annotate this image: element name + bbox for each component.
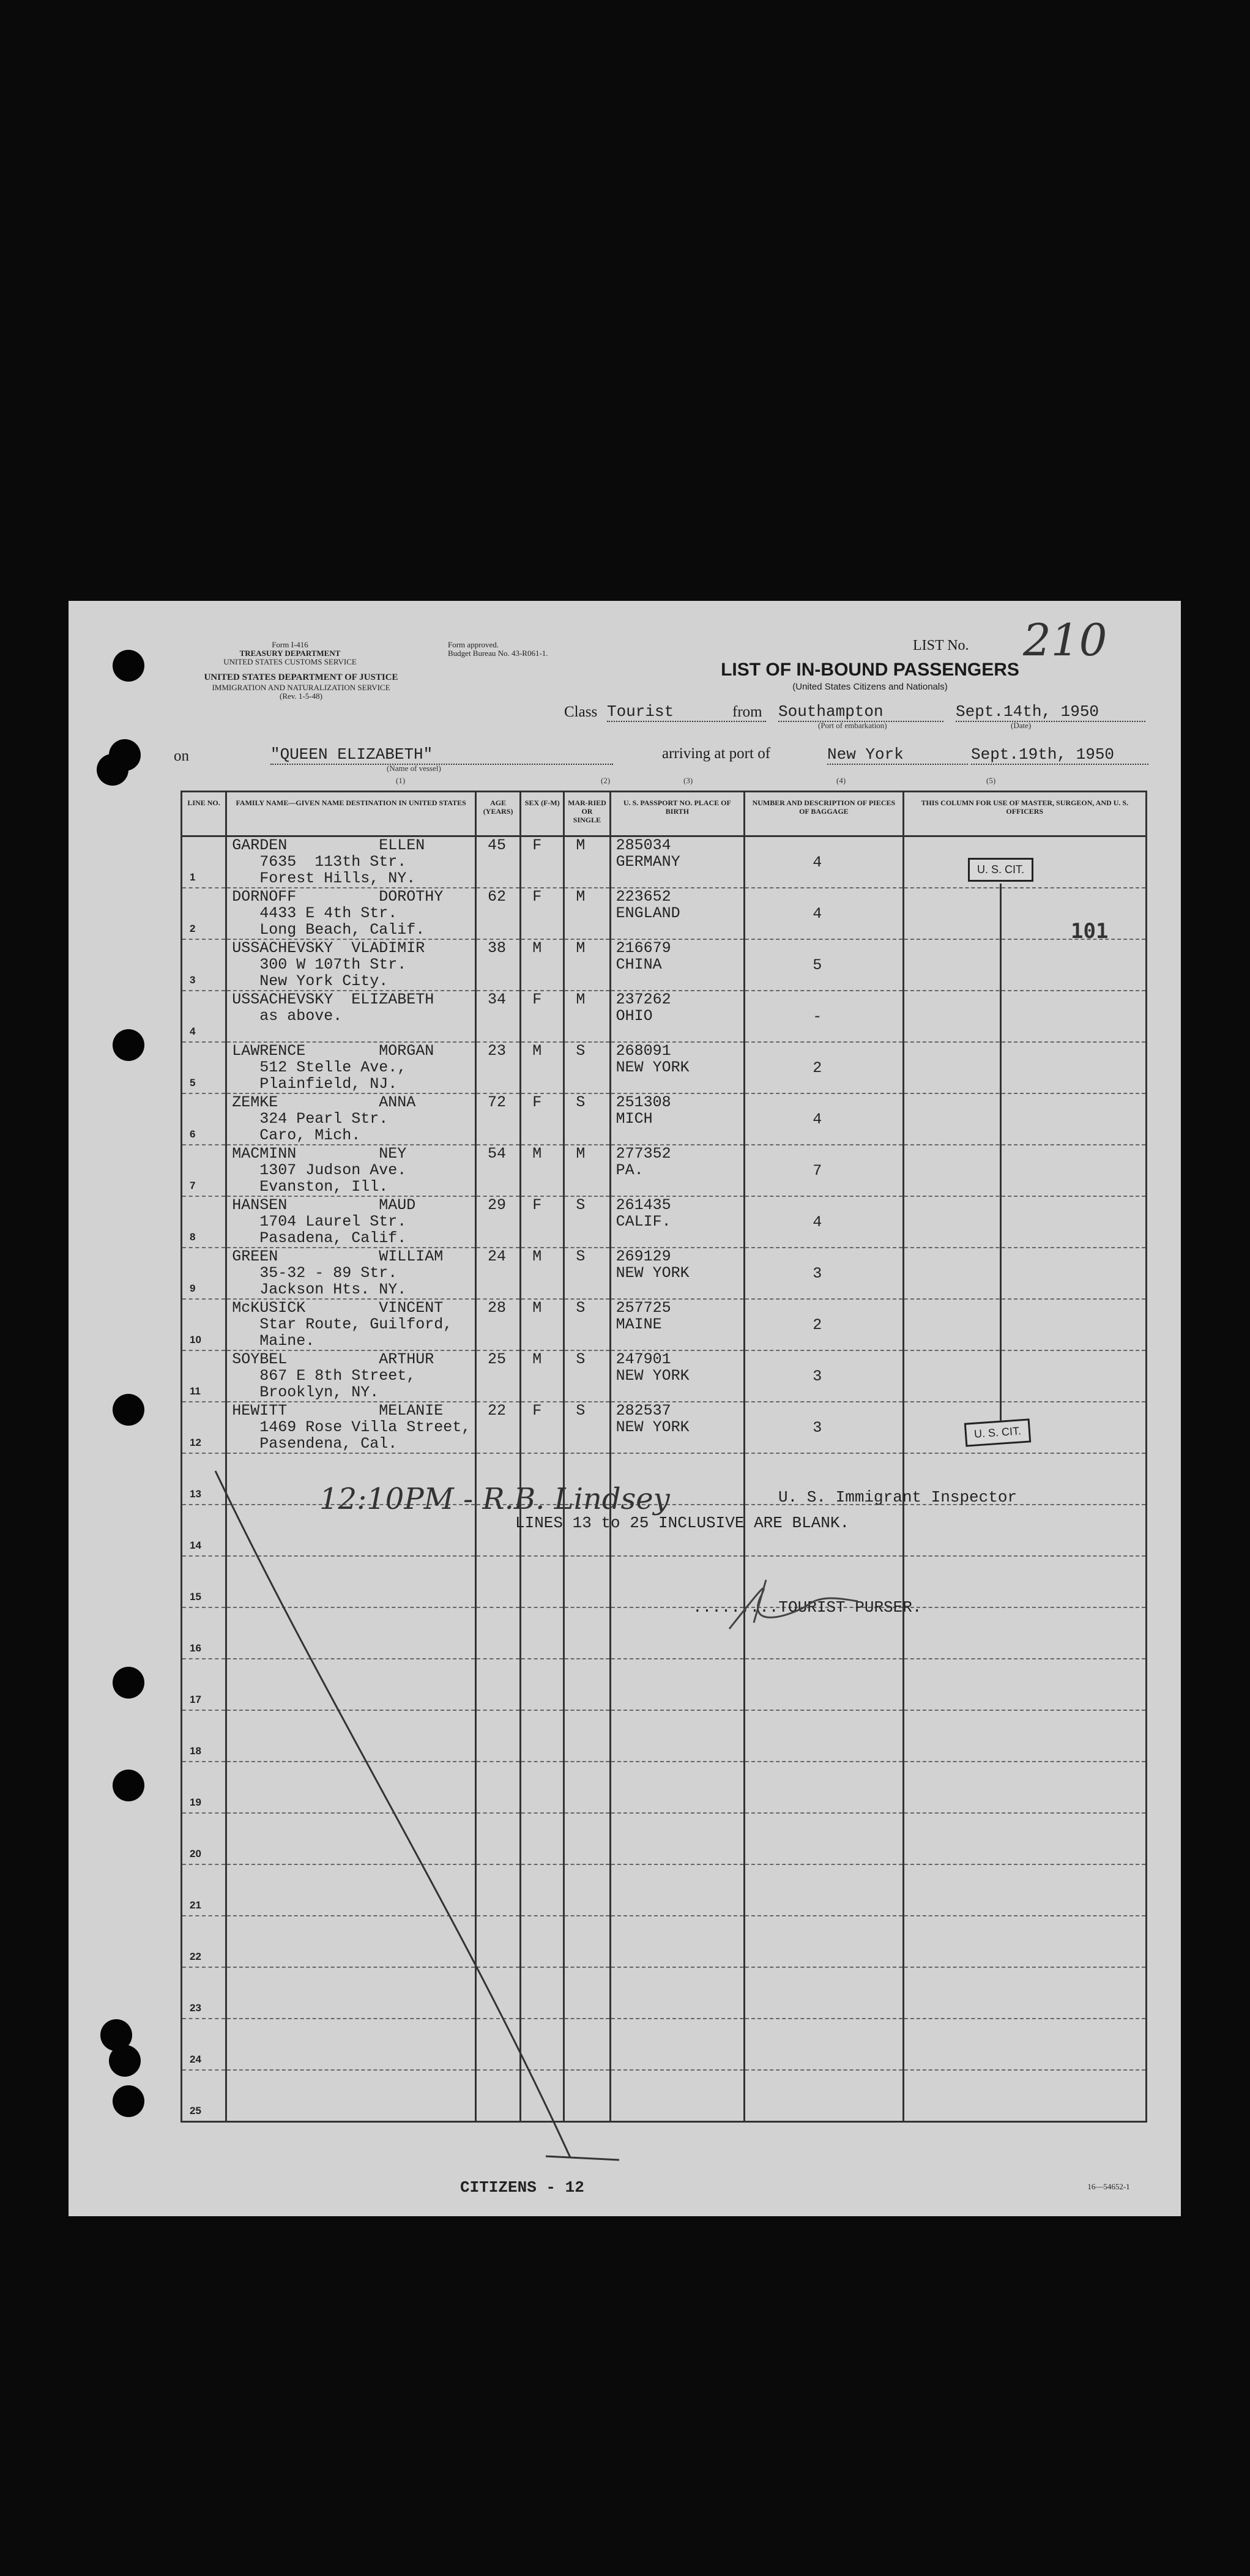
passenger-sex: M	[532, 1042, 542, 1060]
line-number: 3	[190, 974, 196, 986]
passenger-sex: F	[532, 1196, 542, 1214]
column-header-sex: SEX (F-M)	[521, 792, 564, 836]
passenger-name-destination: LAWRENCE MORGAN 512 Stelle Ave., Plainfield, NJ.	[232, 1042, 434, 1093]
blank-lines-note: LINES 13 to 25 INCLUSIVE ARE BLANK.	[515, 1514, 850, 1532]
void-slash-line	[69, 601, 1181, 2216]
passenger-sex: F	[532, 888, 542, 906]
customs-service: UNITED STATES CUSTOMS SERVICE	[223, 657, 357, 666]
list-number-label: LIST No.	[913, 638, 969, 653]
line-number: 20	[190, 1848, 201, 1859]
passport-birthplace: 268091 NEW YORK	[616, 1042, 690, 1076]
line-number: 15	[190, 1591, 201, 1603]
passenger-name-destination: GREEN WILLIAM 35-32 - 89 Str. Jackson Hts. NY.	[232, 1248, 444, 1298]
form-number: Form I-416	[272, 640, 308, 649]
passenger-age: 54	[488, 1145, 507, 1163]
passenger-age: 45	[488, 836, 507, 854]
column-header-officers: THIS COLUMN FOR USE OF MASTER, SURGEON, AND U. S. OFFICERS	[903, 792, 1146, 836]
passport-birthplace: 282537 NEW YORK	[616, 1402, 690, 1436]
baggage-count: 4	[813, 905, 822, 923]
passport-birthplace: 247901 NEW YORK	[616, 1350, 690, 1385]
passenger-age: 28	[488, 1299, 507, 1317]
line-number: 22	[190, 1951, 201, 1962]
line-number: 11	[190, 1385, 201, 1397]
line-number: 24	[190, 2053, 201, 2065]
passenger-sex: F	[532, 991, 542, 1008]
line-number: 13	[190, 1488, 201, 1500]
page-subtitle: (United States Citizens and Nationals)	[792, 682, 948, 692]
baggage-count: 3	[813, 1368, 822, 1385]
handwritten-time-signature: 12:10PM - R.B. Lindsey	[319, 1482, 670, 1516]
passenger-name-destination: GARDEN ELLEN 7635 113th Str. Forest Hills, NY.	[232, 836, 425, 887]
marital-status: S	[576, 1350, 586, 1368]
baggage-count: 3	[813, 1419, 822, 1437]
line-number: 14	[190, 1539, 201, 1551]
passenger-sex: M	[532, 1145, 542, 1163]
passport-birthplace: 285034 GERMANY	[616, 836, 680, 871]
marital-status: M	[576, 888, 586, 906]
passenger-name-destination: HEWITT MELANIE 1469 Rose Villa Street, Pasendena, Cal.	[232, 1402, 471, 1453]
arriving-label: arriving at port of	[662, 745, 771, 762]
line-number: 10	[190, 1334, 201, 1346]
date-caption: (Date)	[1011, 721, 1032, 730]
line-number: 16	[190, 1642, 201, 1654]
budget-bureau: Budget Bureau No. 43-R061-1.	[448, 649, 548, 658]
column-header-line: LINE NO.	[182, 792, 226, 836]
baggage-count: 2	[813, 1059, 822, 1077]
baggage-count: 4	[813, 1213, 822, 1231]
arrival-port: New York	[827, 745, 968, 765]
passenger-age: 38	[488, 939, 507, 957]
passenger-name-destination: MACMINN NEY 1307 Judson Ave. Evanston, Ill.	[232, 1145, 407, 1196]
line-number: 18	[190, 1745, 201, 1757]
line-number: 8	[190, 1231, 196, 1243]
marital-status: S	[576, 1042, 586, 1060]
passenger-age: 22	[488, 1402, 507, 1420]
column-number: (4)	[836, 776, 846, 785]
inspector-title: U. S. Immigrant Inspector	[778, 1488, 1017, 1506]
line-number: 4	[190, 1026, 196, 1037]
treasury-dept: TREASURY DEPARTMENT	[239, 649, 341, 658]
column-header-passport: U. S. PASSPORT NO. PLACE OF BIRTH	[610, 792, 745, 836]
passport-birthplace: 257725 MAINE	[616, 1299, 671, 1333]
passenger-age: 25	[488, 1350, 507, 1368]
line-number: 5	[190, 1077, 196, 1089]
passport-birthplace: 216679 CHINA	[616, 939, 671, 973]
page-stamp-number: 101	[1071, 919, 1109, 944]
line-number: 21	[190, 1899, 201, 1911]
marital-status: S	[576, 1248, 586, 1265]
passenger-sex: F	[532, 1093, 542, 1111]
form-revision: (Rev. 1-5-48)	[280, 691, 322, 701]
line-number: 17	[190, 1694, 201, 1705]
passenger-name-destination: USSACHEVSKY ELIZABETH as above.	[232, 991, 434, 1025]
port-caption: (Port of embarkation)	[818, 721, 887, 730]
list-number: 210	[1023, 614, 1107, 666]
baggage-count: -	[813, 1008, 822, 1026]
line-number: 25	[190, 2105, 201, 2116]
us-citizen-stamp: U. S. CIT.	[964, 1418, 1031, 1446]
marital-status: M	[576, 1145, 586, 1163]
passenger-age: 24	[488, 1248, 507, 1265]
passport-birthplace: 223652 ENGLAND	[616, 888, 680, 922]
passenger-sex: M	[532, 1248, 542, 1265]
us-citizen-stamp: U. S. CIT.	[968, 858, 1033, 882]
line-number: 23	[190, 2002, 201, 2014]
column-header-married: MAR-RIED OR SINGLE	[564, 792, 610, 836]
passenger-name-destination: DORNOFF DOROTHY 4433 E 4th Str. Long Beach, Calif.	[232, 888, 444, 939]
line-number: 1	[190, 871, 196, 883]
passenger-age: 23	[488, 1042, 507, 1060]
line-number: 12	[190, 1437, 201, 1448]
purser-signature-line: .........TOURIST PURSER.	[693, 1598, 922, 1617]
passenger-sex: M	[532, 1299, 542, 1317]
column-header-name: FAMILY NAME—GIVEN NAME DESTINATION IN UNITED STATES	[226, 792, 476, 836]
vessel-name: "QUEEN ELIZABETH"	[270, 745, 613, 765]
baggage-count: 4	[813, 1111, 822, 1128]
passport-birthplace: 251308 MICH	[616, 1093, 671, 1128]
column-number: (1)	[396, 776, 406, 785]
baggage-count: 3	[813, 1265, 822, 1282]
passenger-name-destination: SOYBEL ARTHUR 867 E 8th Street, Brooklyn, NY.	[232, 1350, 434, 1401]
page-title: LIST OF IN-BOUND PASSENGERS	[721, 660, 1019, 680]
passport-birthplace: 269129 NEW YORK	[616, 1248, 690, 1282]
marital-status: S	[576, 1093, 586, 1111]
column-header-age: AGE (YEARS)	[476, 792, 521, 836]
passenger-age: 62	[488, 888, 507, 906]
passenger-age: 29	[488, 1196, 507, 1214]
passenger-age: 34	[488, 991, 507, 1008]
baggage-count: 4	[813, 854, 822, 871]
passenger-name-destination: ZEMKE ANNA 324 Pearl Str. Caro, Mich.	[232, 1093, 416, 1144]
passenger-sex: F	[532, 1402, 542, 1420]
line-number: 6	[190, 1128, 196, 1140]
citizens-count: CITIZENS - 12	[460, 2178, 584, 2197]
class-label: Class	[564, 704, 598, 720]
arrival-date: Sept.19th, 1950	[971, 745, 1148, 765]
marital-status: M	[576, 991, 586, 1008]
from-label: from	[732, 704, 762, 720]
baggage-count: 2	[813, 1316, 822, 1334]
line-number: 9	[190, 1282, 196, 1294]
manifest-sheet	[69, 601, 1181, 2216]
marital-status: S	[576, 1402, 586, 1420]
line-number: 7	[190, 1180, 196, 1191]
class-value: Tourist	[607, 702, 766, 722]
line-number: 2	[190, 923, 196, 934]
baggage-count: 5	[813, 956, 822, 974]
passenger-name-destination: McKUSICK VINCENT Star Route, Guilford, Maine.	[232, 1299, 453, 1350]
passenger-name-destination: USSACHEVSKY VLADIMIR 300 W 107th Str. New York City.	[232, 939, 425, 990]
passenger-sex: M	[532, 939, 542, 957]
column-number: (2)	[601, 776, 611, 785]
justice-dept: UNITED STATES DEPARTMENT OF JUSTICE	[204, 672, 398, 682]
passenger-age: 72	[488, 1093, 507, 1111]
passport-birthplace: 277352 PA.	[616, 1145, 671, 1179]
column-number: (3)	[683, 776, 693, 785]
passenger-sex: M	[532, 1350, 542, 1368]
passport-birthplace: 261435 CALIF.	[616, 1196, 671, 1230]
passenger-sex: F	[532, 836, 542, 854]
column-header-baggage: NUMBER AND DESCRIPTION OF PIECES OF BAGGAGE	[745, 792, 903, 836]
print-code: 16—54652-1	[1087, 2182, 1130, 2191]
ins-service: IMMIGRATION AND NATURALIZATION SERVICE	[212, 683, 390, 692]
marital-status: S	[576, 1299, 586, 1317]
passenger-name-destination: HANSEN MAUD 1704 Laurel Str. Pasadena, Calif.	[232, 1196, 416, 1247]
baggage-count: 7	[813, 1162, 822, 1180]
departure-date: Sept.14th, 1950	[956, 702, 1145, 722]
marital-status: M	[576, 939, 586, 957]
form-approved: Form approved.	[448, 640, 499, 649]
column-number: (5)	[986, 776, 996, 785]
vessel-caption: (Name of vessel)	[387, 764, 441, 773]
on-label: on	[174, 748, 189, 764]
marital-status: M	[576, 836, 586, 854]
marital-status: S	[576, 1196, 586, 1214]
line-number: 19	[190, 1796, 201, 1808]
from-value: Southampton	[778, 702, 943, 722]
passport-birthplace: 237262 OHIO	[616, 991, 671, 1025]
